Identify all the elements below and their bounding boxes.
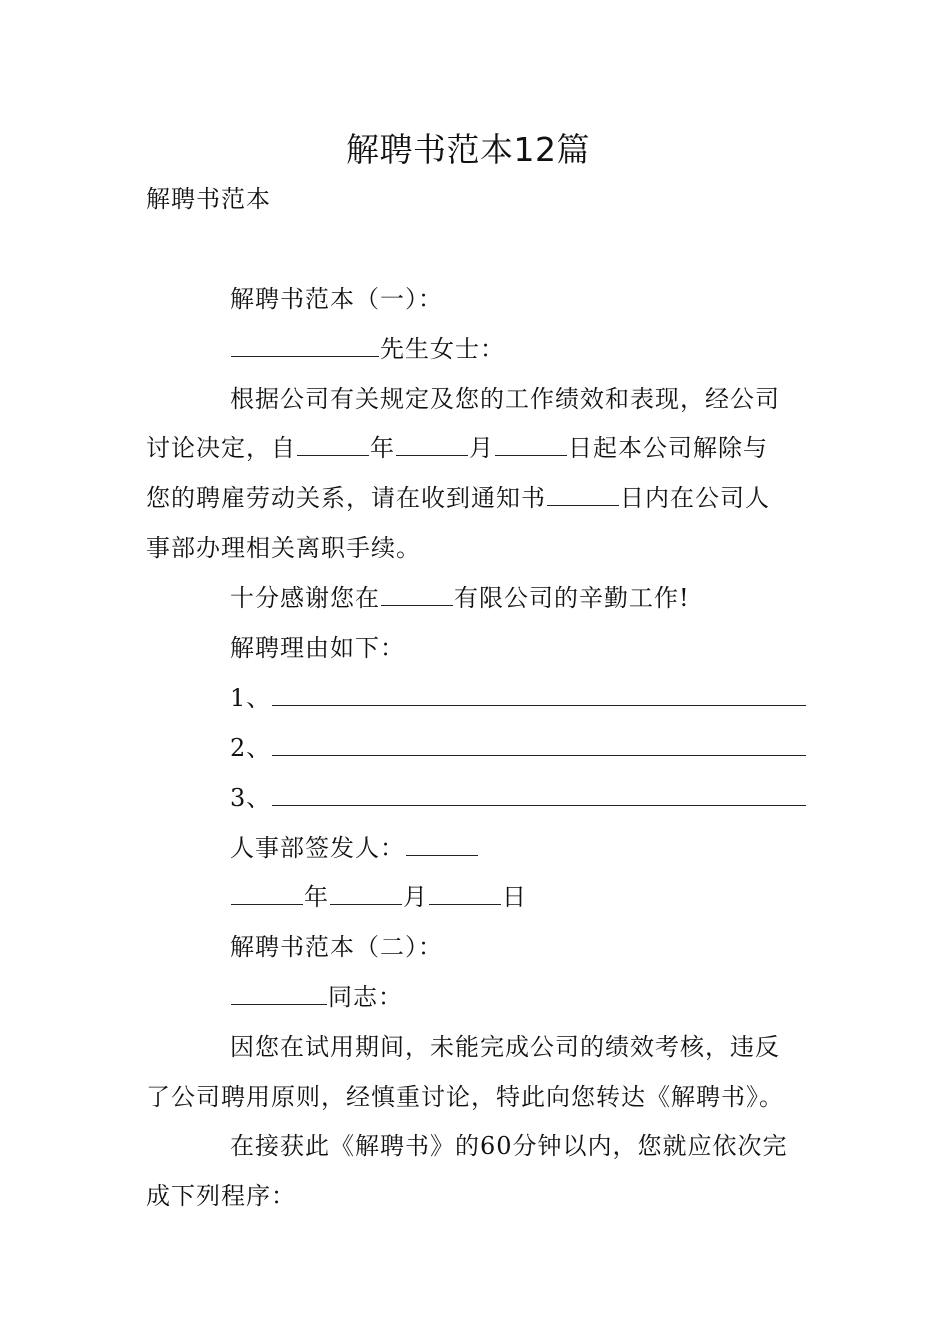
document-subtitle: 解聘书范本 [146, 185, 271, 213]
reasons-heading: 解聘理由如下： [230, 634, 405, 662]
body-paragraph-line: 成下列程序： [146, 1182, 296, 1210]
sample-one-heading: 解聘书范本（一）： [230, 285, 443, 313]
body-paragraph-line: 根据公司有关规定及您的工作绩效和表现，经公司 [230, 385, 780, 413]
reason-item: 1、 [230, 683, 807, 713]
document-title: 解聘书范本12篇 [346, 130, 590, 169]
salutation-line: 先生女士： [230, 334, 505, 364]
thanks-line: 十分感谢您在 有限公司的辛勤工作! [230, 584, 690, 612]
reason-item: 3、 [230, 783, 807, 813]
body-paragraph-line: 因您在试用期间，未能完成公司的绩效考核，违反 [230, 1033, 780, 1061]
body-paragraph-line: 在接获此《解聘书》的60分钟以内，您就应依次完 [230, 1132, 788, 1160]
salutation-line: 同志： [230, 982, 403, 1012]
body-paragraph-line: 讨论决定，自 年 月 日起本公司解除与 [146, 434, 768, 462]
body-paragraph-line: 事部办理相关离职手续。 [146, 534, 421, 562]
date-line: 年 月 日 [230, 882, 527, 912]
sample-two-heading: 解聘书范本（二）： [230, 933, 443, 961]
reason-item: 2、 [230, 733, 807, 763]
body-paragraph-line: 您的聘雇劳动关系，请在收到通知书 日内在公司人 [146, 484, 770, 512]
body-paragraph-line: 了公司聘用原则，经慎重讨论，特此向您转达《解聘书》。 [146, 1083, 784, 1111]
signer-line: 人事部签发人： [230, 833, 479, 863]
